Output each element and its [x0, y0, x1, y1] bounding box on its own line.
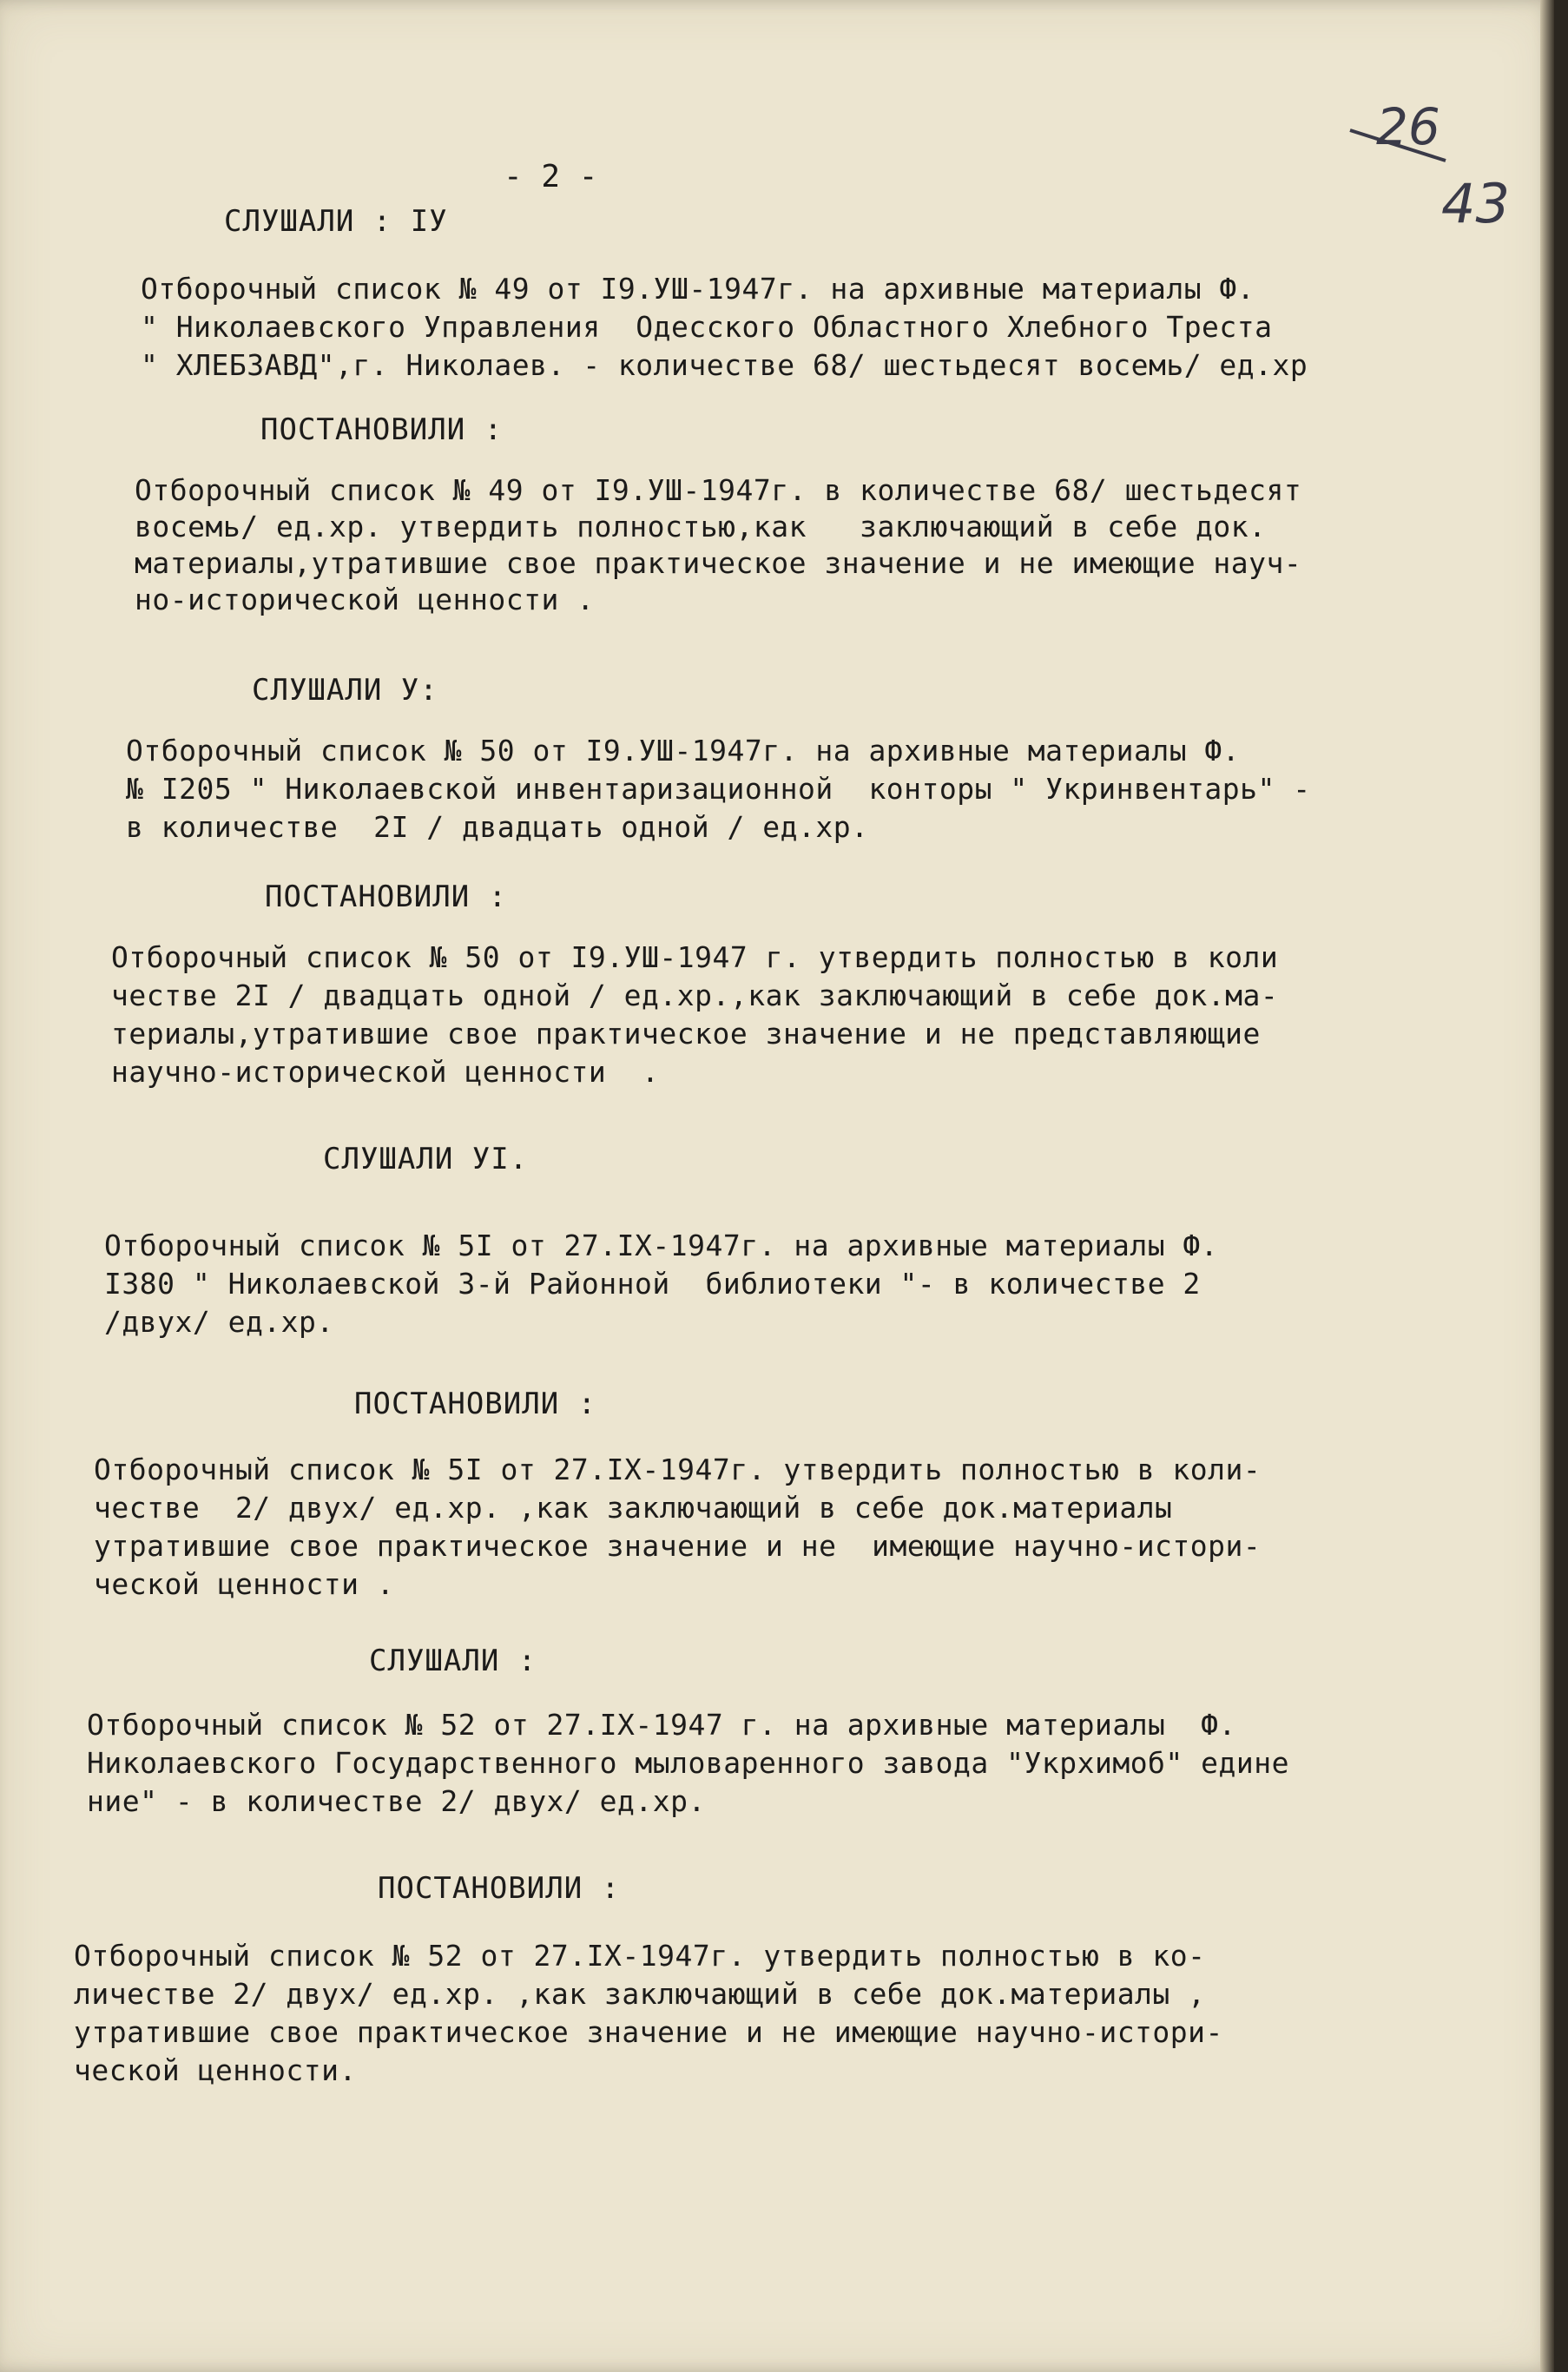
text-line: восемь/ ед.хр. утвердить полностью,как заключающий в себе док.: [135, 510, 1267, 544]
text-line: Отборочный список № 5I от 27.IX-1947г. утвердить полностью в коли-: [94, 1453, 1262, 1486]
text-line: в количестве 2I / двадцать одной / ед.хр.: [126, 810, 869, 844]
text-line: Отборочный список № 50 от I9.УШ-1947г. на архивные материалы Ф.: [126, 734, 1241, 768]
section-heading-heard: СЛУШАЛИ УI.: [323, 1142, 529, 1176]
text-line: № I205 " Николаевской инвентаризационной конторы " Укринвентарь" -: [126, 772, 1311, 806]
text-line: но-исторической ценности .: [135, 583, 595, 616]
text-line: териалы,утратившие свое практическое значение и не представляющие: [111, 1017, 1261, 1051]
text-line: ние" - в количестве 2/ двух/ ед.хр.: [87, 1784, 706, 1818]
text-line: ческой ценности .: [94, 1567, 395, 1601]
section-heading-resolved: ПОСТАНОВИЛИ :: [260, 412, 504, 447]
section-heading-heard: СЛУШАЛИ :: [369, 1644, 537, 1678]
paper-edge: [1540, 0, 1554, 2372]
text-line: научно-исторической ценности .: [111, 1055, 660, 1089]
text-line: материалы,утратившие свое практическое значение и не имеющие науч-: [135, 546, 1302, 580]
page-number: - 2 -: [504, 159, 598, 194]
text-line: I380 " Николаевской 3-й Районной библиотеки "- в количестве 2: [104, 1267, 1201, 1301]
text-line: личестве 2/ двух/ ед.хр. ,как заключающий в себе док.материалы ,: [74, 1977, 1206, 2011]
text-line: утратившие свое практическое значение и не имеющие научно-истори-: [94, 1529, 1262, 1563]
strike-through-mark: [1346, 113, 1454, 174]
text-line: Отборочный список № 5I от 27.IX-1947г. на архивные материалы Ф.: [104, 1229, 1219, 1262]
text-line: честве 2I / двадцать одной / ед.хр.,как заключающий в себе док.ма-: [111, 978, 1279, 1012]
text-line: /двух/ ед.хр.: [104, 1305, 334, 1339]
crossed-archive-number: 26: [1376, 97, 1440, 156]
section-heading-resolved: ПОСТАНОВИЛИ :: [265, 880, 508, 914]
text-line: Николаевского Государственного мыловаренного завода "Укрхимоб" едине: [87, 1746, 1290, 1780]
text-line: " Николаевского Управления Одесского Областного Хлебного Треста: [141, 310, 1273, 344]
section-heading-heard: СЛУШАЛИ У:: [252, 673, 438, 708]
text-line: " ХЛЕБЗАВД",г. Николаев. - количестве 68/ шестьдесят восемь/ ед.хр: [141, 348, 1308, 382]
text-line: ческой ценности.: [74, 2053, 357, 2087]
text-line: Отборочный список № 52 от 27.IX-1947 г. на архивные материалы Ф.: [87, 1708, 1236, 1742]
text-line: утратившие свое практическое значение и не имеющие научно-истори-: [74, 2015, 1223, 2049]
section-heading-resolved: ПОСТАНОВИЛИ :: [354, 1387, 597, 1421]
text-line: Отборочный список № 50 от I9.УШ-1947 г. утвердить полностью в коли: [111, 940, 1279, 974]
sheet-number: 43: [1441, 172, 1510, 235]
section-heading-heard: СЛУШАЛИ : IУ: [224, 204, 448, 239]
text-line: Отборочный список № 52 от 27.IX-1947г. утвердить полностью в ко-: [74, 1939, 1206, 1973]
section-heading-resolved: ПОСТАНОВИЛИ :: [378, 1871, 621, 1906]
text-line: честве 2/ двух/ ед.хр. ,как заключающий в себе док.материалы: [94, 1491, 1173, 1525]
text-line: Отборочный список № 49 от I9.УШ-1947г. в количестве 68/ шестьдесят: [135, 473, 1302, 507]
text-line: Отборочный список № 49 от I9.УШ-1947г. на архивные материалы Ф.: [141, 272, 1255, 306]
